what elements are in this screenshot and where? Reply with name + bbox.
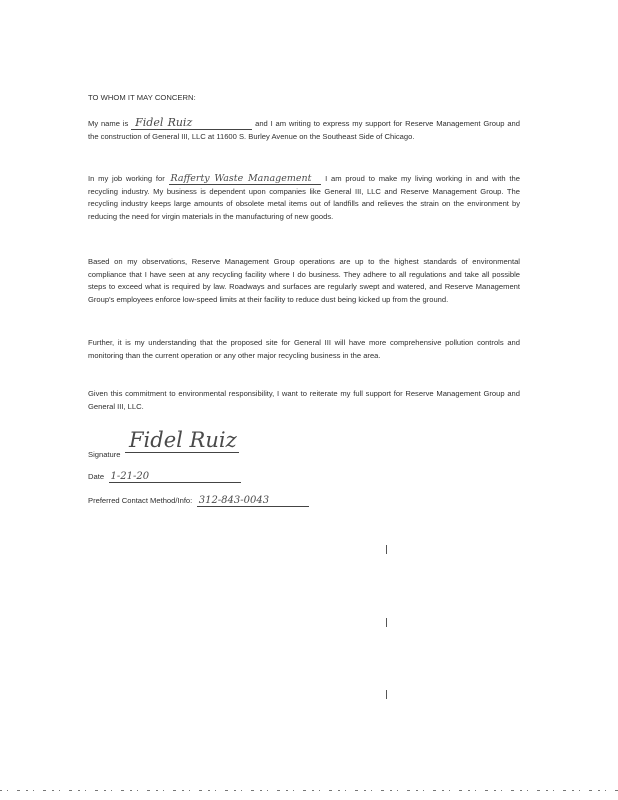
name-suffix: and I am writing to express my support for Reserve Management Group and the construction of General III, LLC at 11600 S. Burley Avenue on the Southeast Side of Chicago. xyxy=(88,119,520,141)
job-handwritten: Rafferty Waste Management xyxy=(169,173,322,185)
scan-noise-line xyxy=(0,789,618,792)
name-handwritten: Fidel Ruiz xyxy=(131,116,252,130)
job-suffix: I am proud to make my living working in and with the recycling industry. My business is dependent upon companies like General III, LLC and Reserve Management Group. The recycling industry keeps large amounts of obsolete metal items out of landfills and relieves the strain on the environment by reducing the need for virgin materials in the manufacturing of new goods. xyxy=(88,174,520,221)
date-label: Date xyxy=(88,472,105,481)
date-row xyxy=(88,466,241,484)
job-prefix: In my job working for xyxy=(88,174,165,183)
intro-paragraph xyxy=(88,117,520,143)
scan-mark xyxy=(386,690,387,699)
salutation: TO WHOM IT MAY CONCERN: xyxy=(88,93,196,102)
understanding-paragraph: Further, it is my understanding that the proposed site for General III will have more comprehensive pollution controls and monitoring than the current operation or any other major recycling business in the area. xyxy=(88,338,520,360)
contact-label: Preferred Contact Method/Info: xyxy=(88,496,193,505)
scan-mark xyxy=(386,618,387,627)
compliance-paragraph: Based on my observations, Reserve Management Group operations are up to the highest standards of environmental compliance that I have seen at any recycling facility where I do business. They adhere to all regulations and take all possible steps to exceed what is required by law. Roadways and surfaces are regularly swept and watered, and Reserve Management Group's employees enforce low-speed limits at their facility to reduce dust being kicked up from the ground. xyxy=(88,257,520,304)
date-handwritten: 1-21-20 xyxy=(109,471,241,483)
signature-row xyxy=(88,428,239,459)
contact-handwritten: 312-843-0043 xyxy=(197,495,309,507)
scan-mark xyxy=(386,545,387,554)
job-paragraph xyxy=(88,173,520,223)
signature-handwritten: Fidel Ruiz xyxy=(125,428,239,453)
contact-row xyxy=(88,490,309,508)
signature-label: Signature xyxy=(88,450,121,459)
name-prefix: My name is xyxy=(88,119,129,128)
closing-paragraph: Given this commitment to environmental responsibility, I want to reiterate my full support for Reserve Management Group and General III, LLC. xyxy=(88,389,520,411)
